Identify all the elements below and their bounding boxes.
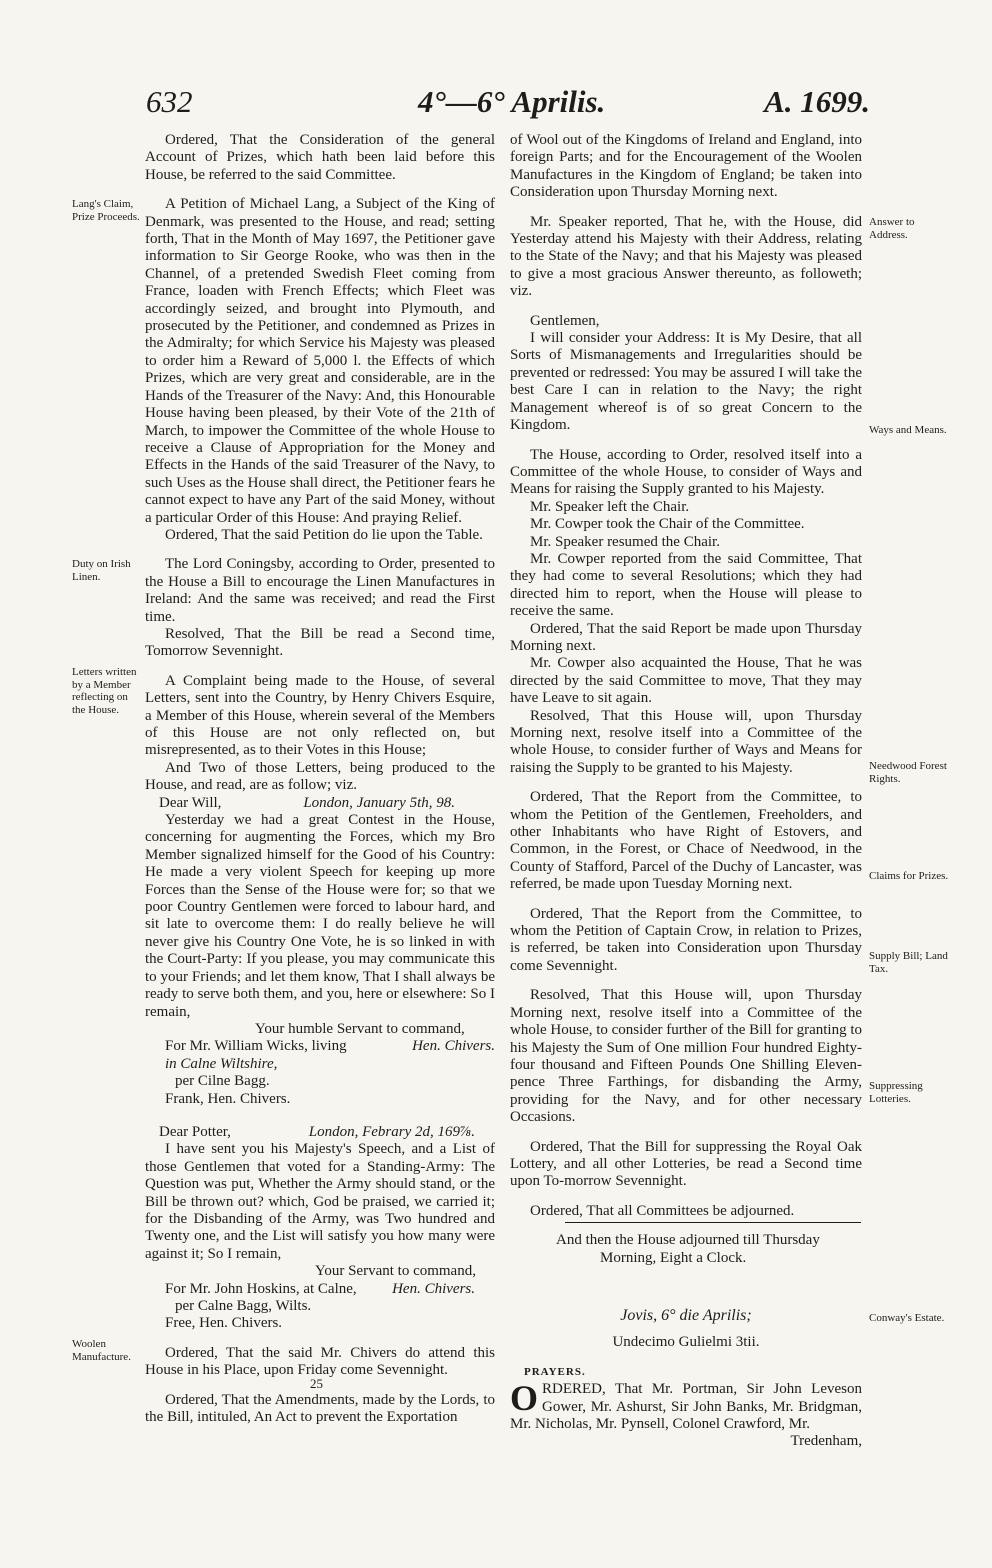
margin-note-linen: Duty on Irish Linen.: [72, 558, 131, 583]
margin-note-lotteries: Suppressing Lotteries.: [869, 1080, 923, 1105]
letter-address: in Calne Wiltshire,: [165, 1055, 278, 1072]
margin-note-woolen: Woolen Manufacture.: [72, 1338, 131, 1363]
letter-frank: Frank, Hen. Chivers.: [165, 1090, 291, 1107]
margin-note-answer: Answer to Address.: [869, 216, 915, 241]
header-date: 4°—6° Aprilis.: [418, 84, 606, 119]
letter-closing: Your humble Servant to command,: [255, 1020, 465, 1037]
paragraph: Ordered, That the Report from the Committee, to whom the Petition of Captain Crow, in relation to Prizes, is referred, be taken into Consideration upon Thursday come Sevennight.: [510, 905, 862, 974]
paragraph: Resolved, That this House will, upon Thursday Morning next, resolve itself into a Committee of the whole House, to consider further of Ways and Means for raising the Supply to be granted to his Majesty.: [510, 707, 862, 776]
paragraph: The Lord Coningsby, according to Order, presented to the House a Bill to encourage the Linen Manufactures in Ireland: And the same was received; and read the First time.: [145, 556, 495, 625]
letter-frank: Free, Hen. Chivers.: [165, 1315, 283, 1332]
paragraph: Ordered, That the Report from the Committee, to whom the Petition of the Gentlemen, Freeholders, and other Inhabitants who have Right of Estovers, and Common, in the Forest, or Chace of Needwood, in the County of Stafford, Parcel of the Duchy of Lancaster, was referred, be made upon Tuesday Morning next.: [510, 789, 862, 893]
paragraph: A Petition of Michael Lang, a Subject of the King of Denmark, was presented to the House, and read; setting forth, That in the Month of May 1697, the Petitioner gave information to Sir George Rooke, who was then in the Channel, of a pretended Swedish Fleet coming from France, loaden with French Effects; which Fleet was accordingly seized, and brought into Plymouth, and prosecuted by the Petitioner, and condemned as Prizes in the Admiralty; for which Service his Majesty was pleased to order him a Reward of 5,000 l. the Effects of which Prizes, which are very great and considerable, are in the Hands of the Treasurer of the Navy: And, this Honourable House having been pleased, by their Vote of the 21th of March, to impower the Committee of the whole House to receive a Clause of Appropriation for the Money and Effects in the Hands of the said Treasurer of the Navy, to such Uses as the House shall direct, the Petitioner fears he cannot expect to have any Part of the said Money, without a particular Order of this House: And praying Relief.: [145, 196, 495, 526]
letter-signature: Hen. Chivers.: [412, 1038, 495, 1055]
margin-note-conway: Conway's Estate.: [869, 1312, 945, 1324]
right-column: [510, 132, 862, 1451]
prayers-heading: PRAYERS.: [524, 1365, 586, 1378]
margin-note-claims: Claims for Prizes.: [869, 870, 949, 882]
left-column: [145, 132, 495, 1426]
paragraph: Mr. Cowper also acquainted the House, That he was directed by the said Committee to move, That they may have Leave to sit again.: [510, 655, 862, 707]
paragraph: Mr. Speaker reported, That he, with the House, did Yesterday attend his Majesty with their Address, relating to the State of the Navy; and that his Majesty was pleased to give a most gracious Answer thereunto, as followeth; viz.: [510, 213, 862, 300]
letter-dateline: London, Febrary 2d, 169⅞.: [308, 1123, 475, 1140]
paragraph: Ordered, That all Committees be adjourned.: [530, 1202, 795, 1219]
day-heading: Jovis, 6° die Aprilis;: [620, 1306, 752, 1324]
page-header: [0, 80, 992, 130]
margin-note-lang: Lang's Claim, Prize Proceeds.: [72, 198, 140, 223]
letter-body: I have sent you his Majesty's Speech, and a List of those Gentlemen that voted for a Standing-Army: The Question was put, Whether the Army should stand, or the Bill be thrown out? which, God be praised, we carried it; for the Disbanding of the Army, was Two hundred and Twenty one, and the List will satisfy you how many were against it; So I remain,: [145, 1141, 495, 1262]
margin-note-ways: Ways and Means.: [869, 424, 947, 436]
drop-cap: O: [510, 1378, 539, 1419]
letter-salutation: Dear Will,: [159, 794, 222, 811]
catchword: Tredenham,: [790, 1433, 862, 1450]
address-salutation: Gentlemen,: [530, 312, 600, 329]
paragraph: Mr. Speaker left the Chair.: [530, 498, 690, 515]
letter-dateline: London, January 5th, 98.: [303, 794, 455, 811]
paragraph: Resolved, That the Bill be read a Second time, Tomorrow Sevennight.: [145, 625, 495, 660]
letter-address: For Mr. John Hoskins, at Calne,: [165, 1280, 357, 1297]
letter-two: [145, 1124, 495, 1333]
paragraph: The House, according to Order, resolved itself into a Committee of the whole House, to consider of Ways and Means for raising the Supply granted to his Majesty.: [510, 446, 862, 498]
letter-address: For Mr. William Wicks, living: [165, 1038, 347, 1055]
paragraph: Ordered, That the said Report be made upon Thursday Morning next.: [510, 620, 862, 654]
margin-note-supply: Supply Bill; Land Tax.: [869, 950, 948, 975]
section-divider: [565, 1222, 861, 1223]
regnal-year: Undecimo Gulielmi 3tii.: [612, 1334, 760, 1351]
paragraph: Mr. Cowper reported from the said Committee, That they had come to several Resolutions; which they had directed him to report, when the House will please to receive the same.: [510, 550, 862, 620]
paragraph: of Wool out of the Kingdoms of Ireland and England, into foreign Parts; and for the Encouragement of the Woolen Manufactures in the Kingdom of England; be taken into Consideration upon Thursday Morning next.: [510, 132, 862, 201]
royal-answer: I will consider your Address: It is My Desire, that all Sorts of Mismanagements and Irregularities should be prevented or redressed: You may be assured I will take the best Care I can in relation to the Navy; the right Management whereof is of so great Concern to the Kingdom.: [510, 330, 862, 434]
letter-address-line: [145, 1038, 495, 1055]
paragraph: [510, 1378, 862, 1433]
letter-signature: Hen. Chivers.: [392, 1280, 475, 1297]
letter-one: [145, 795, 495, 1108]
paragraph: Ordered, That the Bill for suppressing the Royal Oak Lottery, and all other Lotteries, be read a Second time upon To-morrow Sevennight.: [510, 1138, 862, 1190]
letter-closing: Your Servant to command,: [315, 1263, 476, 1280]
letter-address: per Cilne Bagg.: [175, 1073, 270, 1090]
letter-salutation: Dear Potter,: [159, 1123, 231, 1140]
paragraph: Mr. Speaker resumed the Chair.: [530, 533, 720, 550]
final-text: RDERED, That Mr. Portman, Sir John Leveson Gower, Mr. Ashurst, Sir John Banks, Mr. Bridgman, Mr. Nicholas, Mr. Pynsell, Colonel Crawford, Mr.: [510, 1381, 862, 1432]
paragraph: Ordered, That the Consideration of the general Account of Prizes, which hath been laid before this House, be referred to the said Committee.: [145, 132, 495, 183]
adjournment: And then the House adjourned till Thursday: [556, 1232, 820, 1249]
page-number-header: 632: [146, 84, 193, 119]
paragraph: Resolved, That this House will, upon Thursday Morning next, resolve itself into a Committee of the whole House, to consider further of the Bill for granting to his Majesty the Sum of One million Four hundred Eighty-four thousand and Fifteen Pounds One Shilling Eleven-pence Three Farthings, for disbanding the Army, providing for the Navy, and for other necessary Occasions.: [510, 987, 863, 1126]
letter-heading: [145, 1124, 495, 1141]
letter-heading: [145, 795, 495, 812]
paragraph: Ordered, That the said Mr. Chivers do attend this House in his Place, upon Friday come Sevennight.: [145, 1344, 495, 1379]
paragraph: Mr. Cowper took the Chair of the Committee.: [530, 516, 805, 533]
paragraph: A Complaint being made to the House, of several Letters, sent into the Country, by Henry Chivers Esquire, a Member of this House, wherein several of the Members of this House are not only reflected on, but misrepresented, as to their Votes in this House;: [145, 672, 495, 759]
letter-address-line: [145, 1281, 495, 1298]
signature-mark: 25: [310, 1376, 323, 1391]
paragraph: Ordered, That the said Petition do lie upon the Table.: [165, 526, 483, 543]
header-year: A. 1699.: [764, 84, 870, 119]
paragraph: And Two of those Letters, being produced to the House, and read, are as follow; viz.: [145, 759, 495, 794]
letter-body: Yesterday we had a great Contest in the House, concerning for augmenting the Forces, which my Bro Member signalized himself for the Good of his Country: He made a very violent Speech for keeping up more Forces than the Sense of the House were for; so that we poor Country Gentlemen were forced to labour hard, and sit late to overcome them: I do really believe he will never give his Country One Vote, he is so linked in with the Court-Party: If you please, you may communicate this to your Friends; and let them know, That I shall always be ready to serve both them, and you, here or elsewhere: So I remain,: [145, 812, 495, 1020]
letter-address: per Calne Bagg, Wilts.: [175, 1298, 312, 1314]
margin-note-letters: Letters written by a Member reflecting on the House.: [72, 666, 137, 716]
paragraph: Ordered, That the Amendments, made by the Lords, to the Bill, intituled, An Act to prevent the Exportation: [145, 1391, 495, 1426]
adjournment: Morning, Eight a Clock.: [600, 1249, 747, 1266]
margin-note-needwood: Needwood Forest Rights.: [869, 760, 947, 785]
